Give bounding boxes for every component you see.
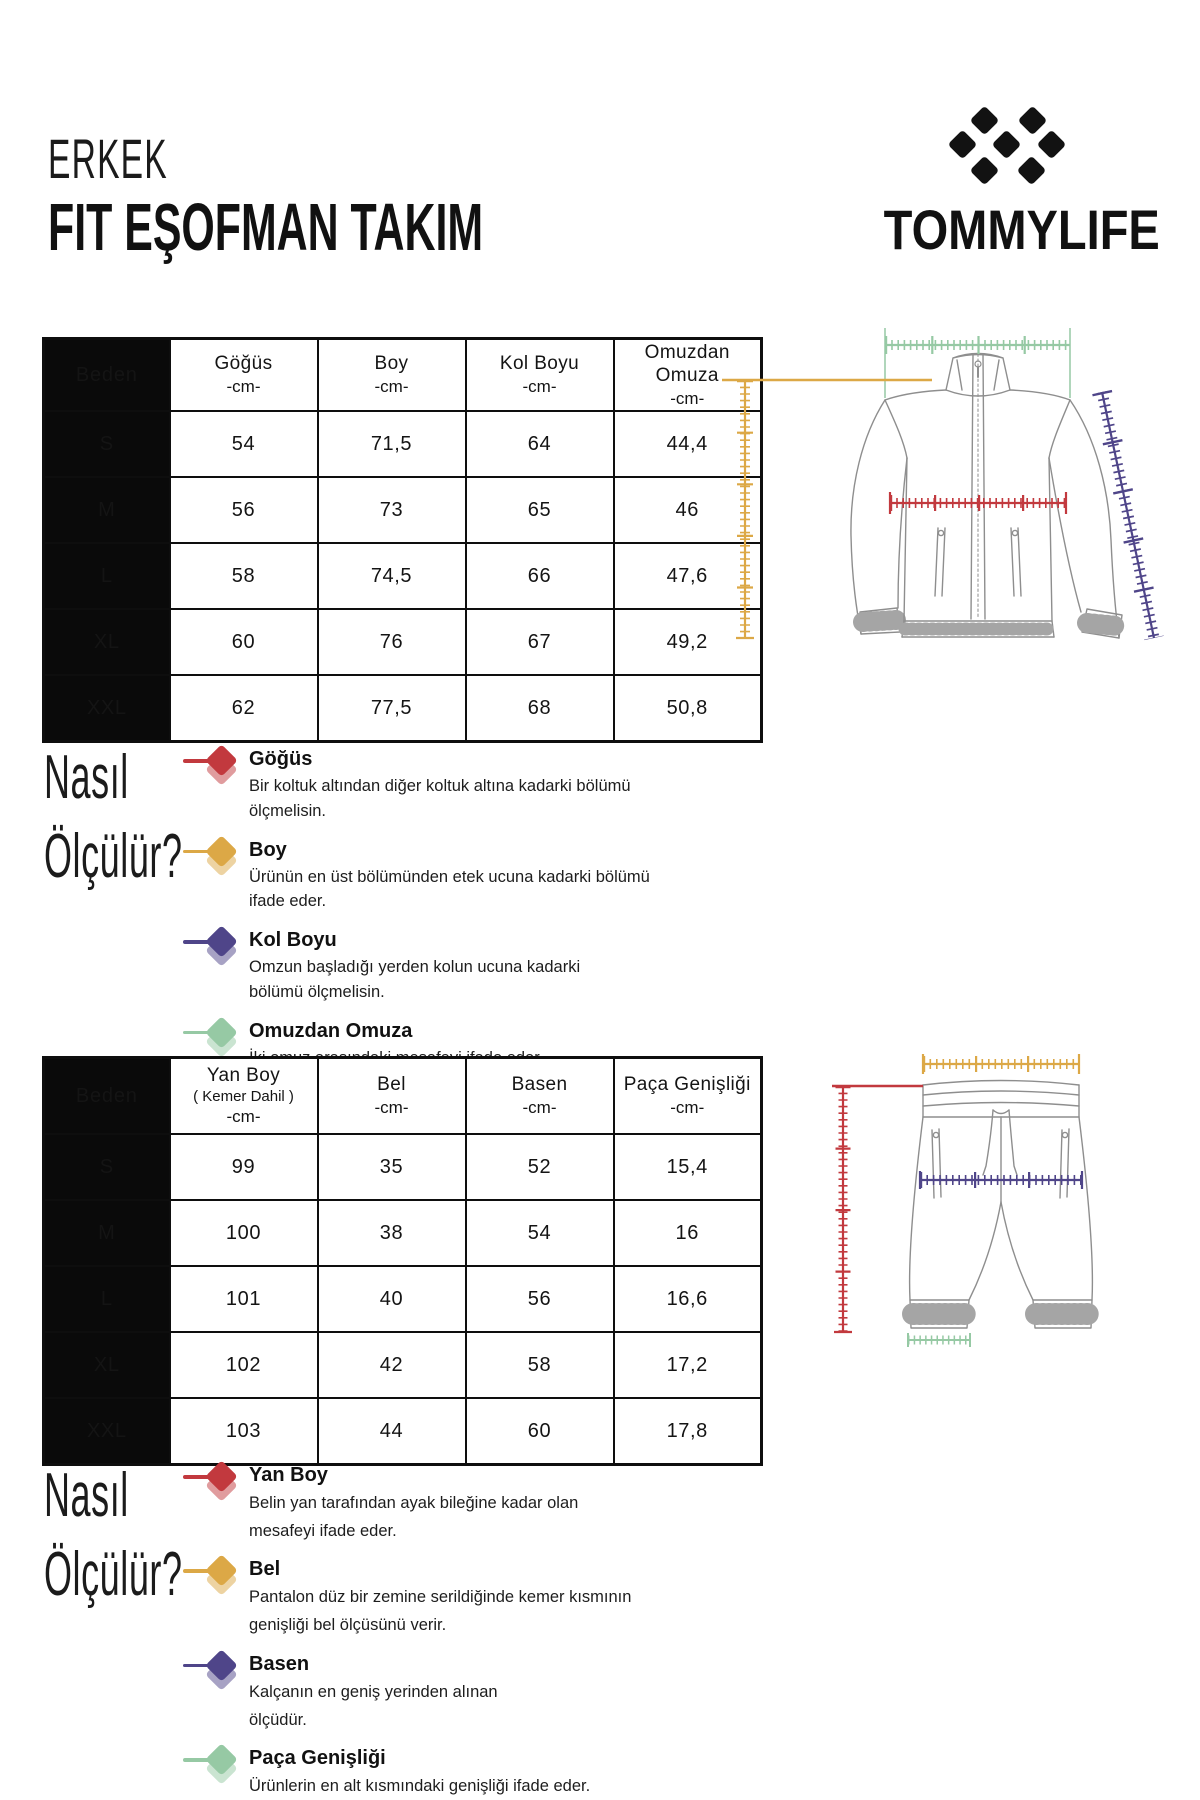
value-cell: 58 [170,543,318,609]
table-row [44,1266,762,1332]
pants-size-table [42,1056,763,1466]
legend-title: Paça Genişliği [249,1747,386,1770]
size-cell: XXL [44,1398,170,1465]
value-cell: 71,5 [318,411,466,477]
table-row [44,1134,762,1200]
page-title [48,128,728,264]
pants-illustration [710,940,1200,1370]
size-cell: M [44,477,170,543]
legend-title: Göğüs [249,748,313,770]
legend-title: Bel [249,1558,281,1581]
legend-description: Bir koltuk altından diğer koltuk altına kadarki bölümü ölçmelisin. [249,777,631,820]
value-cell: 47,6 [614,543,762,609]
size-cell: L [44,543,170,609]
column-header-beden: Beden [44,339,170,412]
legend-title: Basen [249,1652,310,1675]
value-cell: 76 [318,609,466,675]
value-cell: 54 [466,1200,614,1266]
value-cell: 44,4 [614,411,762,477]
value-cell: 65 [466,477,614,543]
legend-item-bel [183,1556,723,1639]
value-cell: 101 [170,1266,318,1332]
measure-heading-jacket: Nasıl Ölçülür? [44,743,183,892]
column-header-basen: Basen -cm- [466,1058,614,1135]
value-cell: 38 [318,1200,466,1266]
value-cell: 56 [466,1266,614,1332]
paca-genisligi-diamond-icon [183,1745,241,1787]
legend-description: Belin yan tarafından ayak bileğine kadar olan mesafeyi ifade eder. [249,1494,579,1540]
omuzdan-omuza-diamond-icon [183,1018,241,1060]
value-cell: 17,8 [614,1398,762,1465]
legend-title: Kol Boyu [249,929,337,951]
bel-diamond-icon [183,1556,241,1598]
jacket-measure-legend [183,746,723,1083]
value-cell: 77,5 [318,675,466,742]
legend-title: Yan Boy [249,1464,328,1486]
column-header-bel: Bel -cm- [318,1058,466,1135]
pants-line-art [910,1081,1093,1329]
value-cell: 58 [466,1332,614,1398]
value-cell: 99 [170,1134,318,1200]
value-cell: 60 [466,1398,614,1465]
table-row [44,675,762,742]
value-cell: 73 [318,477,466,543]
value-cell: 16 [614,1200,762,1266]
chest-ruler-red [890,492,1066,514]
legend-title: Omuzdan Omuza [249,1019,413,1042]
value-cell: 35 [318,1134,466,1200]
value-cell: 103 [170,1398,318,1465]
value-cell: 46 [614,477,762,543]
value-cell: 56 [170,477,318,543]
value-cell: 54 [170,411,318,477]
column-header-beden: Beden [44,1058,170,1135]
legend-item-paca-genisligi [183,1745,723,1800]
legend-description: Ürünlerin en alt kısmındaki genişliği ifade eder. [249,1777,591,1796]
table-row [44,411,762,477]
legend-item-boy [183,837,723,915]
legend-description: Omzun başladığı yerden kolun ucuna kadarki bölümü ölçmelisin. [249,958,581,1001]
legend-item-gogus [183,746,723,824]
size-cell: S [44,1134,170,1200]
legend-item-yan-boy [183,1462,723,1545]
value-cell: 102 [170,1332,318,1398]
column-header-gogus: Göğüs -cm- [170,339,318,412]
jacket-illustration [710,290,1200,650]
value-cell: 49,2 [614,609,762,675]
value-cell: 67 [466,609,614,675]
size-cell: L [44,1266,170,1332]
legend-item-basen [183,1651,723,1734]
shoulder-to-shoulder-ruler-green [885,328,1070,398]
column-header-paca-genisligi: Paça Genişliği -cm- [614,1058,762,1135]
brand-logo [860,90,1160,261]
size-cell: XXL [44,675,170,742]
value-cell: 42 [318,1332,466,1398]
table-row [44,543,762,609]
value-cell: 44 [318,1398,466,1465]
gogus-diamond-icon [183,746,241,788]
pants-measure-legend [183,1462,723,1800]
brand-name: TOMMYLIFE [883,198,1160,261]
jacket-table-header-row [44,339,762,412]
brand-logo-diamonds-icon [860,90,1156,190]
legend-description: Kalçanın en geniş yerinden alınan ölçüdür. [249,1682,498,1729]
column-header-omuzdan-omuza: Omuzdan Omuza -cm- [614,339,762,412]
value-cell: 64 [466,411,614,477]
legend-description: Pantalon düz bir zemine serildiğinde kemer kısmının genişliği bel ölçüsünü verir. [249,1588,632,1635]
table-row [44,1332,762,1398]
value-cell: 74,5 [318,543,466,609]
table-row [44,609,762,675]
kol-boyu-diamond-icon [183,927,241,969]
value-cell: 15,4 [614,1134,762,1200]
column-header-kol-boyu: Kol Boyu -cm- [466,339,614,412]
page-title-product: FIT EŞOFMAN TAKIM [48,189,484,265]
table-row [44,1398,762,1465]
column-header-yan-boy: Yan Boy ( Kemer Dahil ) -cm- [170,1058,318,1135]
legend-description: Ürünün en üst bölümünden etek ucuna kadarki bölümü ifade eder. [249,867,650,911]
value-cell: 68 [466,675,614,742]
waist-ruler-yellow [923,1054,1079,1074]
value-cell: 100 [170,1200,318,1266]
size-cell: M [44,1200,170,1266]
hem-ruler-green [908,1333,970,1347]
value-cell: 17,2 [614,1332,762,1398]
measure-heading-pants: Nasıl Ölçülür? [44,1461,183,1610]
size-cell: XL [44,1332,170,1398]
value-cell: 50,8 [614,675,762,742]
value-cell: 62 [170,675,318,742]
basen-diamond-icon [183,1651,241,1693]
page-title-category: ERKEK [48,127,168,190]
legend-item-kol-boyu [183,927,723,1005]
boy-diamond-icon [183,837,241,879]
value-cell: 16,6 [614,1266,762,1332]
yan-boy-diamond-icon [183,1462,241,1504]
table-row [44,1200,762,1266]
jacket-size-table [42,337,763,743]
length-ruler-yellow [722,380,932,638]
size-cell: XL [44,609,170,675]
pants-table-header-row [44,1058,762,1135]
size-cell: S [44,411,170,477]
legend-title: Boy [249,838,287,861]
value-cell: 60 [170,609,318,675]
value-cell: 66 [466,543,614,609]
column-header-boy: Boy -cm- [318,339,466,412]
value-cell: 52 [466,1134,614,1200]
table-row [44,477,762,543]
value-cell: 40 [318,1266,466,1332]
